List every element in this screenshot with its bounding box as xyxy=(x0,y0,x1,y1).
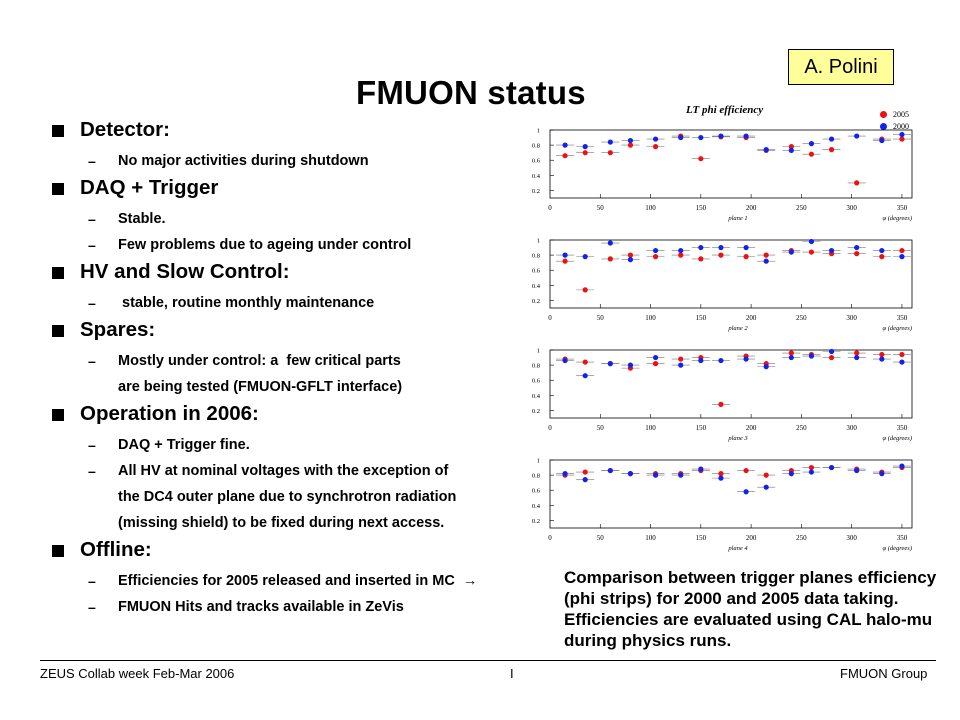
data-point xyxy=(764,147,769,152)
data-point xyxy=(562,259,567,264)
bullet-item-text: Mostly under control: a few critical parts xyxy=(118,353,401,369)
data-point xyxy=(743,489,748,494)
x-tick-label: 250 xyxy=(796,534,807,542)
footer-left: ZEUS Collab week Feb-Mar 2006 xyxy=(40,666,235,681)
x-tick-label: 250 xyxy=(796,424,807,432)
bullet-item-text: All HV at nominal voltages with the exception of xyxy=(118,463,449,479)
bullet-item xyxy=(52,150,532,176)
data-point xyxy=(764,259,769,264)
x-tick-label: 100 xyxy=(645,204,656,212)
data-point xyxy=(583,150,588,155)
x-tick-label: 300 xyxy=(846,534,857,542)
data-point xyxy=(583,287,588,292)
dash-bullet-icon: – xyxy=(88,463,96,479)
data-point xyxy=(718,358,723,363)
data-point xyxy=(789,249,794,254)
data-point xyxy=(764,364,769,369)
data-point xyxy=(854,355,859,360)
x-tick-label: 150 xyxy=(695,424,707,432)
x-tick-label: 50 xyxy=(596,534,604,542)
section-heading-text: Detector: xyxy=(80,118,170,141)
square-bullet-icon xyxy=(52,125,64,137)
data-point xyxy=(583,359,588,364)
bullet-item-continuation xyxy=(52,512,532,538)
dash-bullet-icon: – xyxy=(88,237,96,253)
data-point xyxy=(789,350,794,355)
x-axis-label: φ (degrees) xyxy=(882,215,912,222)
bullet-item-text: Few problems due to ageing under control xyxy=(118,237,412,253)
plot-frame xyxy=(550,350,912,418)
x-tick-label: 100 xyxy=(645,424,656,432)
plot-frame xyxy=(550,130,912,198)
x-tick-label: 50 xyxy=(596,424,604,432)
x-tick-label: 0 xyxy=(548,204,552,212)
y-tick-label: 0.6 xyxy=(531,267,540,275)
data-point xyxy=(764,473,769,478)
x-tick-label: 150 xyxy=(695,534,707,542)
data-point xyxy=(879,471,884,476)
data-point xyxy=(854,133,859,138)
data-point xyxy=(829,147,834,152)
data-point xyxy=(899,248,904,253)
y-tick-label: 0.8 xyxy=(531,252,540,260)
data-point xyxy=(608,150,613,155)
data-point xyxy=(743,468,748,473)
section-heading-text: DAQ + Trigger xyxy=(80,176,219,199)
data-point xyxy=(698,466,703,471)
data-point xyxy=(809,465,814,470)
data-point xyxy=(899,352,904,357)
data-point xyxy=(608,139,613,144)
data-point xyxy=(698,135,703,140)
data-point xyxy=(743,254,748,259)
y-tick-label: 0.4 xyxy=(531,172,540,180)
y-tick-label: 1 xyxy=(536,457,540,465)
y-tick-label: 0.4 xyxy=(531,502,540,510)
x-tick-label: 150 xyxy=(695,204,707,212)
bullet-item-text: FMUON Hits and tracks available in ZeVis xyxy=(118,599,404,615)
x-tick-label: 300 xyxy=(846,424,857,432)
data-point xyxy=(583,373,588,378)
data-point xyxy=(562,143,567,148)
bullet-item-text: (missing shield) to be fixed during next access. xyxy=(118,515,445,531)
data-point xyxy=(628,143,633,148)
data-point xyxy=(678,473,683,478)
data-point xyxy=(678,363,683,368)
x-tick-label: 300 xyxy=(846,204,857,212)
square-bullet-icon xyxy=(52,409,64,421)
x-tick-label: 50 xyxy=(596,314,604,322)
bullet-item-continuation xyxy=(52,486,532,512)
y-tick-label: 0.6 xyxy=(531,487,540,495)
data-point xyxy=(809,469,814,474)
plot-frame xyxy=(550,240,912,308)
data-point xyxy=(718,471,723,476)
data-point xyxy=(899,359,904,364)
data-point xyxy=(718,402,723,407)
data-point xyxy=(678,253,683,258)
data-point xyxy=(653,254,658,259)
data-point xyxy=(562,358,567,363)
arrow-right-icon: → xyxy=(462,573,478,589)
data-point xyxy=(608,240,613,245)
legend-red-dot-icon xyxy=(880,111,887,118)
data-point xyxy=(653,144,658,149)
data-point xyxy=(628,257,633,262)
slide-title: FMUON status xyxy=(356,74,586,111)
y-tick-label: 1 xyxy=(536,347,540,355)
efficiency-charts xyxy=(500,120,930,560)
footer-divider xyxy=(40,660,936,661)
data-point xyxy=(628,363,633,368)
data-point xyxy=(809,141,814,146)
data-point xyxy=(899,463,904,468)
dash-bullet-icon: – xyxy=(88,153,96,169)
data-point xyxy=(562,253,567,258)
data-point xyxy=(809,152,814,157)
y-tick-label: 1 xyxy=(536,237,540,245)
bullet-item-text: stable, routine monthly maintenance xyxy=(118,295,375,311)
x-tick-label: 150 xyxy=(695,314,707,322)
bullet-item-continuation xyxy=(52,376,532,402)
data-point xyxy=(698,245,703,250)
data-point xyxy=(829,355,834,360)
data-point xyxy=(743,356,748,361)
x-tick-label: 250 xyxy=(796,314,807,322)
section-heading xyxy=(52,260,532,292)
x-tick-label: 300 xyxy=(846,314,857,322)
data-point xyxy=(678,248,683,253)
legend-label: 2000 xyxy=(893,121,909,131)
x-tick-label: 100 xyxy=(645,534,656,542)
y-tick-label: 0.6 xyxy=(531,377,540,385)
panel-label: plane 2 xyxy=(728,325,748,332)
data-point xyxy=(718,476,723,481)
data-point xyxy=(829,136,834,141)
x-tick-label: 200 xyxy=(745,204,757,212)
square-bullet-icon xyxy=(52,267,64,279)
square-bullet-icon xyxy=(52,183,64,195)
data-point xyxy=(608,468,613,473)
data-point xyxy=(678,135,683,140)
bullet-item xyxy=(52,350,532,376)
dash-bullet-icon: – xyxy=(88,437,96,453)
data-point xyxy=(653,136,658,141)
section-heading-text: Spares: xyxy=(80,318,156,341)
dash-bullet-icon: – xyxy=(88,353,96,369)
data-point xyxy=(899,136,904,141)
dash-bullet-icon: – xyxy=(88,599,96,615)
y-tick-label: 0.8 xyxy=(531,362,540,370)
data-point xyxy=(829,349,834,354)
bullet-item xyxy=(52,596,532,622)
author-label: A. Polini xyxy=(788,49,894,85)
bullet-item-text: the DC4 outer plane due to synchrotron radiation xyxy=(118,489,457,505)
bullet-item xyxy=(52,460,532,486)
bullet-item xyxy=(52,570,532,596)
panel-label: plane 4 xyxy=(728,545,748,552)
x-tick-label: 200 xyxy=(745,424,757,432)
y-tick-label: 0.4 xyxy=(531,392,540,400)
x-tick-label: 250 xyxy=(796,204,807,212)
footer-right: FMUON Group xyxy=(840,666,928,681)
data-point xyxy=(809,353,814,358)
bullet-item-text: No major activities during shutdown xyxy=(118,153,369,169)
bullet-item-label: Efficiencies for 2005 released and inserted in MC xyxy=(118,573,455,589)
square-bullet-icon xyxy=(52,545,64,557)
data-point xyxy=(562,153,567,158)
y-tick-label: 0.2 xyxy=(531,187,540,195)
x-tick-label: 0 xyxy=(548,314,552,322)
data-point xyxy=(562,471,567,476)
y-tick-label: 0.6 xyxy=(531,157,540,165)
x-tick-label: 50 xyxy=(596,204,604,212)
data-point xyxy=(698,256,703,261)
data-point xyxy=(583,144,588,149)
bullet-item-text xyxy=(118,573,477,589)
section-heading xyxy=(52,538,532,570)
data-point xyxy=(854,245,859,250)
x-tick-label: 350 xyxy=(896,314,908,322)
data-point xyxy=(829,248,834,253)
legend-label: 2005 xyxy=(893,109,909,119)
data-point xyxy=(829,465,834,470)
data-point xyxy=(789,355,794,360)
data-point xyxy=(854,180,859,185)
panel-label: plane 3 xyxy=(728,435,748,442)
data-point xyxy=(854,468,859,473)
data-point xyxy=(743,133,748,138)
legend-item xyxy=(880,108,909,120)
data-point xyxy=(698,156,703,161)
dash-bullet-icon: – xyxy=(88,211,96,227)
data-point xyxy=(879,356,884,361)
data-point xyxy=(628,471,633,476)
footer-center: I xyxy=(510,666,514,681)
x-tick-label: 0 xyxy=(548,424,552,432)
bullet-item-text: Stable. xyxy=(118,211,166,227)
x-tick-label: 350 xyxy=(896,424,908,432)
data-point xyxy=(764,253,769,258)
section-heading-text: Offline: xyxy=(80,538,152,561)
data-point xyxy=(879,352,884,357)
data-point xyxy=(583,469,588,474)
data-point xyxy=(583,477,588,482)
data-point xyxy=(698,358,703,363)
x-tick-label: 0 xyxy=(548,534,552,542)
bullet-item xyxy=(52,434,532,460)
data-point xyxy=(608,361,613,366)
section-heading-text: HV and Slow Control: xyxy=(80,260,290,283)
x-tick-label: 200 xyxy=(745,314,757,322)
y-tick-label: 0.4 xyxy=(531,282,540,290)
data-point xyxy=(809,249,814,254)
x-tick-label: 350 xyxy=(896,534,908,542)
data-point xyxy=(653,473,658,478)
x-axis-label: φ (degrees) xyxy=(882,325,912,332)
y-tick-label: 0.2 xyxy=(531,407,540,415)
data-point xyxy=(608,256,613,261)
y-tick-label: 0.2 xyxy=(531,517,540,525)
data-point xyxy=(854,350,859,355)
data-point xyxy=(628,253,633,258)
x-tick-label: 100 xyxy=(645,314,656,322)
data-point xyxy=(718,133,723,138)
chart-caption: Comparison between trigger planes efficiency (phi strips) for 2000 and 2005 data taking. Efficiencies are evaluated using CAL halo-mu during physics runs. xyxy=(564,568,937,650)
data-point xyxy=(764,485,769,490)
y-tick-label: 1 xyxy=(536,127,540,135)
data-point xyxy=(653,248,658,253)
section-heading xyxy=(52,318,532,350)
y-tick-label: 0.8 xyxy=(531,472,540,480)
y-tick-label: 0.8 xyxy=(531,142,540,150)
chart-title: LT phi efficiency xyxy=(686,104,764,116)
data-point xyxy=(653,355,658,360)
bullet-item xyxy=(52,292,532,318)
bullet-item xyxy=(52,234,532,260)
y-tick-label: 0.2 xyxy=(531,297,540,305)
bullet-item-text: DAQ + Trigger fine. xyxy=(118,437,250,453)
data-point xyxy=(899,254,904,259)
dash-bullet-icon: – xyxy=(88,573,96,589)
x-axis-label: φ (degrees) xyxy=(882,545,912,552)
data-point xyxy=(899,132,904,137)
dash-bullet-icon: – xyxy=(88,295,96,311)
section-heading xyxy=(52,176,532,208)
data-point xyxy=(653,361,658,366)
bullet-item-text: are being tested (FMUON-GFLT interface) xyxy=(118,379,403,395)
data-point xyxy=(879,254,884,259)
data-point xyxy=(789,471,794,476)
x-tick-label: 350 xyxy=(896,204,908,212)
data-point xyxy=(879,138,884,143)
panel-label: plane 1 xyxy=(728,215,748,222)
section-heading xyxy=(52,118,532,150)
bullet-item xyxy=(52,208,532,234)
data-point xyxy=(718,245,723,250)
data-point xyxy=(718,253,723,258)
data-point xyxy=(628,138,633,143)
data-point xyxy=(809,239,814,244)
x-axis-label: φ (degrees) xyxy=(882,435,912,442)
bullet-list xyxy=(52,118,532,622)
data-point xyxy=(743,245,748,250)
data-point xyxy=(854,251,859,256)
x-tick-label: 200 xyxy=(745,534,757,542)
data-point xyxy=(789,148,794,153)
section-heading xyxy=(52,402,532,434)
data-point xyxy=(678,356,683,361)
data-point xyxy=(583,254,588,259)
square-bullet-icon xyxy=(52,325,64,337)
data-point xyxy=(879,248,884,253)
section-heading-text: Operation in 2006: xyxy=(80,402,259,425)
